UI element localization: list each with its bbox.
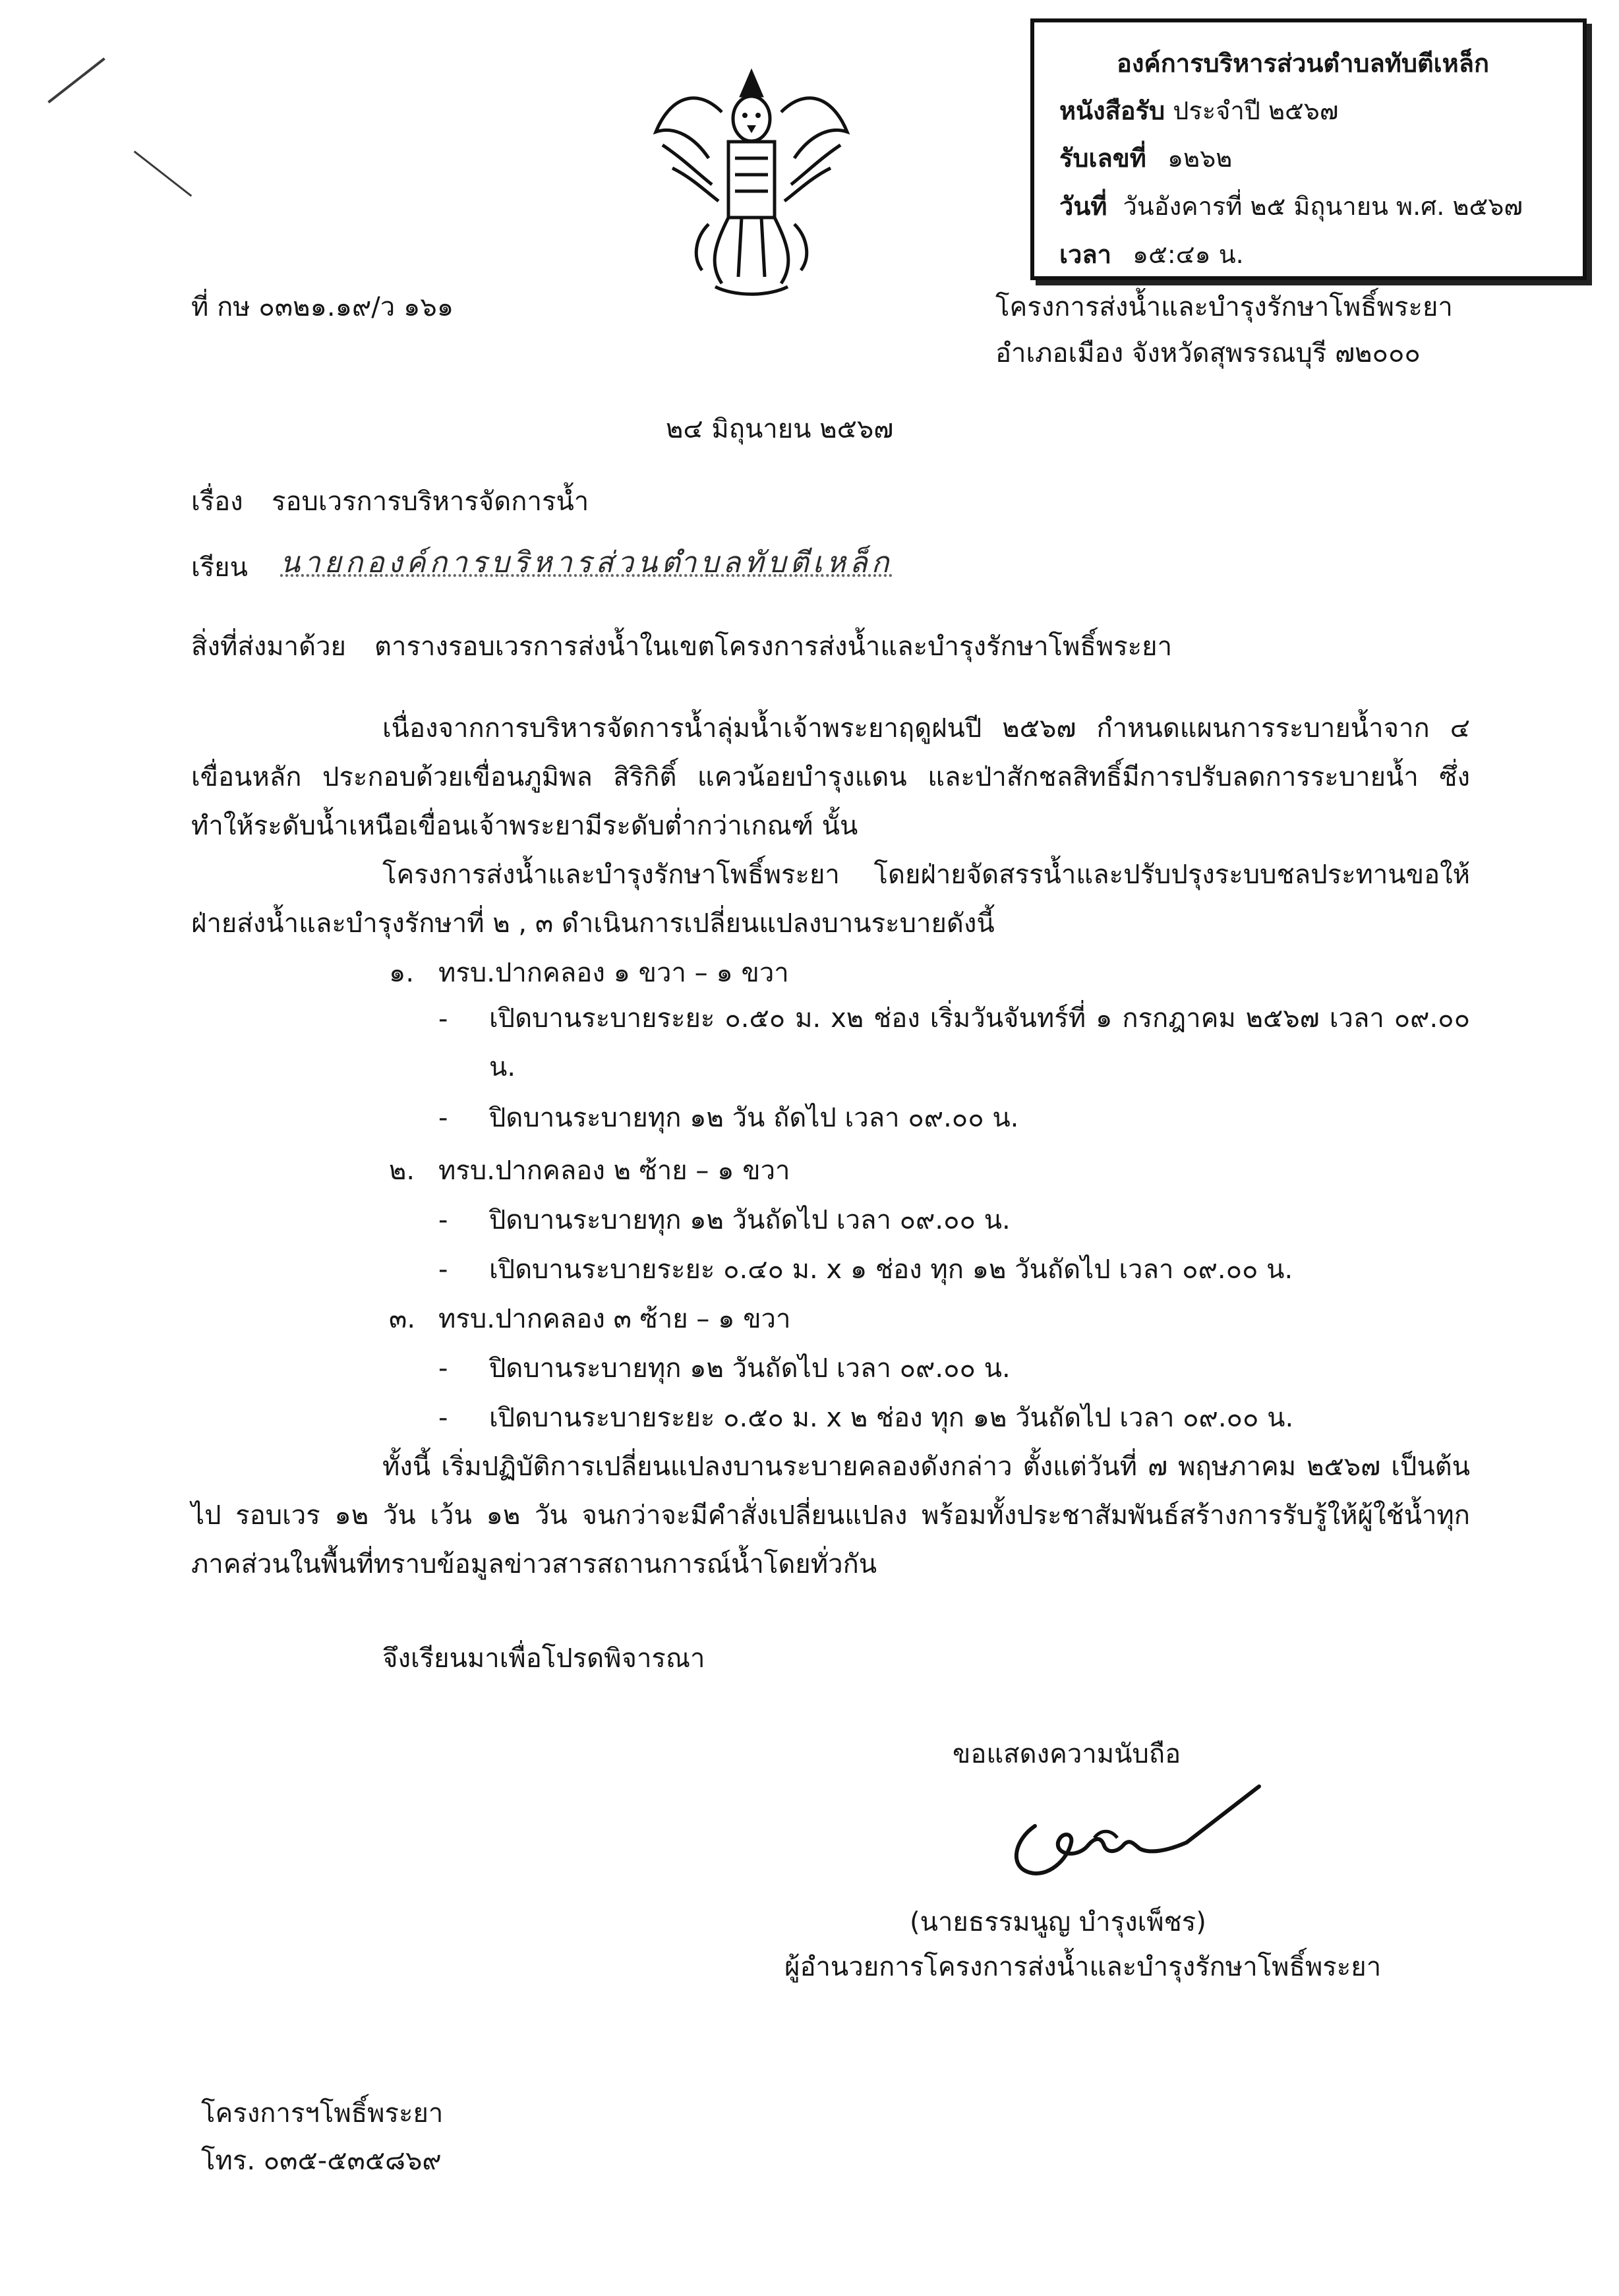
reference-number: ที่ กษ ๐๓๒๑.๑๙/ว ๑๖๑ [191,292,454,322]
subject-label: เรื่อง [191,486,243,517]
recipient-text: นายกองค์การบริหารส่วนตำบลทับตีเหล็ก [280,546,893,579]
item-3-sub-2: เปิดบานระบายระยะ ๐.๕๐ ม. x ๒ ช่อง ทุก ๑๒ วันถัดไป เวลา ๐๙.๐๐ น. [489,1403,1294,1433]
item-2-number: ๒. [389,1156,415,1186]
item-3-title: ทรบ.ปากคลอง ๓ ซ้าย – ๑ ขวา [438,1304,791,1334]
item-2-dash-2: - [438,1254,448,1285]
stamp-time-row [1059,239,1244,270]
body-paragraph-2: โครงการส่งน้ำและบำรุงรักษาโพธิ์พระยา โดยฝ่ายจัดสรรน้ำและปรับปรุงระบบชลประทานขอให้ฝ่ายส่งน้ำและบำรุงรักษาที่ ๒ , ๓ ดำเนินการเปลี่ยนแปลงบานระบายดังนี้ [191,860,1470,939]
subject-text: รอบเวรการบริหารจัดการน้ำ [272,486,589,517]
recipient-label: เรียน [191,552,248,583]
item-2-sub-1: ปิดบานระบายทุก ๑๒ วันถัดไป เวลา ๐๙.๐๐ น. [489,1205,1011,1235]
item-1-sub-1: เปิดบานระบายระยะ ๐.๕๐ ม. x๒ ช่อง เริ่มวันจันทร์ที่ ๑ กรกฎาคม ๒๕๖๗ เวลา ๐๙.๐๐ น. [489,1003,1470,1082]
closing-request: จึงเรียนมาเพื่อโปรดพิจารณา [382,1643,705,1674]
footer-phone: โทร. ๐๓๕-๕๓๕๘๖๙ [201,2146,442,2176]
garuda-emblem-icon [643,59,860,310]
stamp-number-value: ๑๒๖๒ [1167,144,1233,173]
stamp-book-value: ประจำปี ๒๕๖๗ [1173,96,1339,125]
stamp-date-value: วันอังคารที่ ๒๕ มิถุนายน พ.ศ. ๒๕๖๗ [1123,192,1523,221]
receipt-stamp [1030,18,1587,280]
signature-mark-icon [995,1780,1272,1885]
stamp-date-row [1059,191,1523,222]
item-1-number: ๑. [389,958,415,988]
scan-mark-2 [134,150,192,196]
stamp-book-label: หนังสือรับ [1059,96,1165,125]
sender-line-1: โครงการส่งน้ำและบำรุงรักษาโพธิ์พระยา [995,292,1453,322]
item-3-sub-1: ปิดบานระบายทุก ๑๒ วันถัดไป เวลา ๐๙.๐๐ น. [489,1353,1011,1384]
item-1-dash-1: - [438,1004,448,1034]
signer-position: ผู้อำนวยการโครงการส่งน้ำและบำรุงรักษาโพธิ์พระยา [784,1952,1382,1982]
signer-name: (นายธรรมนูญ บำรุงเพ็ชร) [910,1907,1206,1937]
closing-regards: ขอแสดงความนับถือ [953,1739,1181,1769]
item-1-sub-2: ปิดบานระบายทุก ๑๒ วัน ถัดไป เวลา ๐๙.๐๐ น. [489,1103,1019,1133]
item-3-dash-2: - [438,1403,448,1433]
stamp-date-label: วันที่ [1059,192,1107,221]
body-paragraph-3: ทั้งนี้ เริ่มปฏิบัติการเปลี่ยนแปลงบานระบายคลองดังกล่าว ตั้งแต่วันที่ ๗ พฤษภาคม ๒๕๖๗ เป็นต้นไป รอบเวร ๑๒ วัน เว้น ๑๒ วัน จนกว่าจะมีคำสั่งเปลี่ยนแปลง พร้อมทั้งประชาสัมพันธ์สร้างการรับรู้ให้ผู้ใช้น้ำทุกภาคส่วนในพื้นที่ทราบข้อมูลข่าวสารสถานการณ์น้ำโดยทั่วกัน [191,1452,1470,1579]
letter-date: ๒๔ มิถุนายน ๒๕๖๗ [666,414,894,444]
item-2-sub-2: เปิดบานระบายระยะ ๐.๔๐ ม. x ๑ ช่อง ทุก ๑๒ วันถัดไป เวลา ๐๙.๐๐ น. [489,1254,1293,1285]
scan-mark-1 [47,57,105,103]
stamp-organization: องค์การบริหารส่วนตำบลทับตีเหล็ก [1117,49,1489,78]
enclosure-text: ตารางรอบเวรการส่งน้ำในเขตโครงการส่งน้ำและบำรุงรักษาโพธิ์พระยา [374,632,1173,662]
body-paragraph-1: เนื่องจากการบริหารจัดการน้ำลุ่มน้ำเจ้าพระยาฤดูฝนปี ๒๕๖๗ กำหนดแผนการระบายน้ำจาก ๔ เขื่อนหลัก ประกอบด้วยเขื่อนภูมิพล สิริกิติ์ แควน้อยบำรุงแดน และป่าสักชลสิทธิ์มีการปรับลดการระบายน้ำ ซึ่งทำให้ระดับน้ำเหนือเขื่อนเจ้าพระยามีระดับต่ำกว่าเกณฑ์ นั้น [191,713,1470,841]
item-1-dash-2: - [438,1103,448,1133]
stamp-time-label: เวลา [1059,240,1111,269]
stamp-number-label: รับเลขที่ [1059,144,1146,173]
enclosure-label: สิ่งที่ส่งมาด้วย [191,632,346,662]
stamp-time-value: ๑๕:๔๑ น. [1133,240,1244,269]
item-3-number: ๓. [389,1304,416,1334]
item-3-dash-1: - [438,1353,448,1384]
item-1-title: ทรบ.ปากคลอง ๑ ขวา – ๑ ขวา [438,958,789,988]
sender-line-2: อำเภอเมือง จังหวัดสุพรรณบุรี ๗๒๐๐๐ [995,338,1421,368]
item-2-dash-1: - [438,1205,448,1235]
stamp-number-row [1059,142,1232,174]
footer-office: โครงการฯโพธิ์พระยา [201,2098,444,2129]
stamp-book-row [1059,95,1338,127]
item-2-title: ทรบ.ปากคลอง ๒ ซ้าย – ๑ ขวา [438,1156,790,1186]
